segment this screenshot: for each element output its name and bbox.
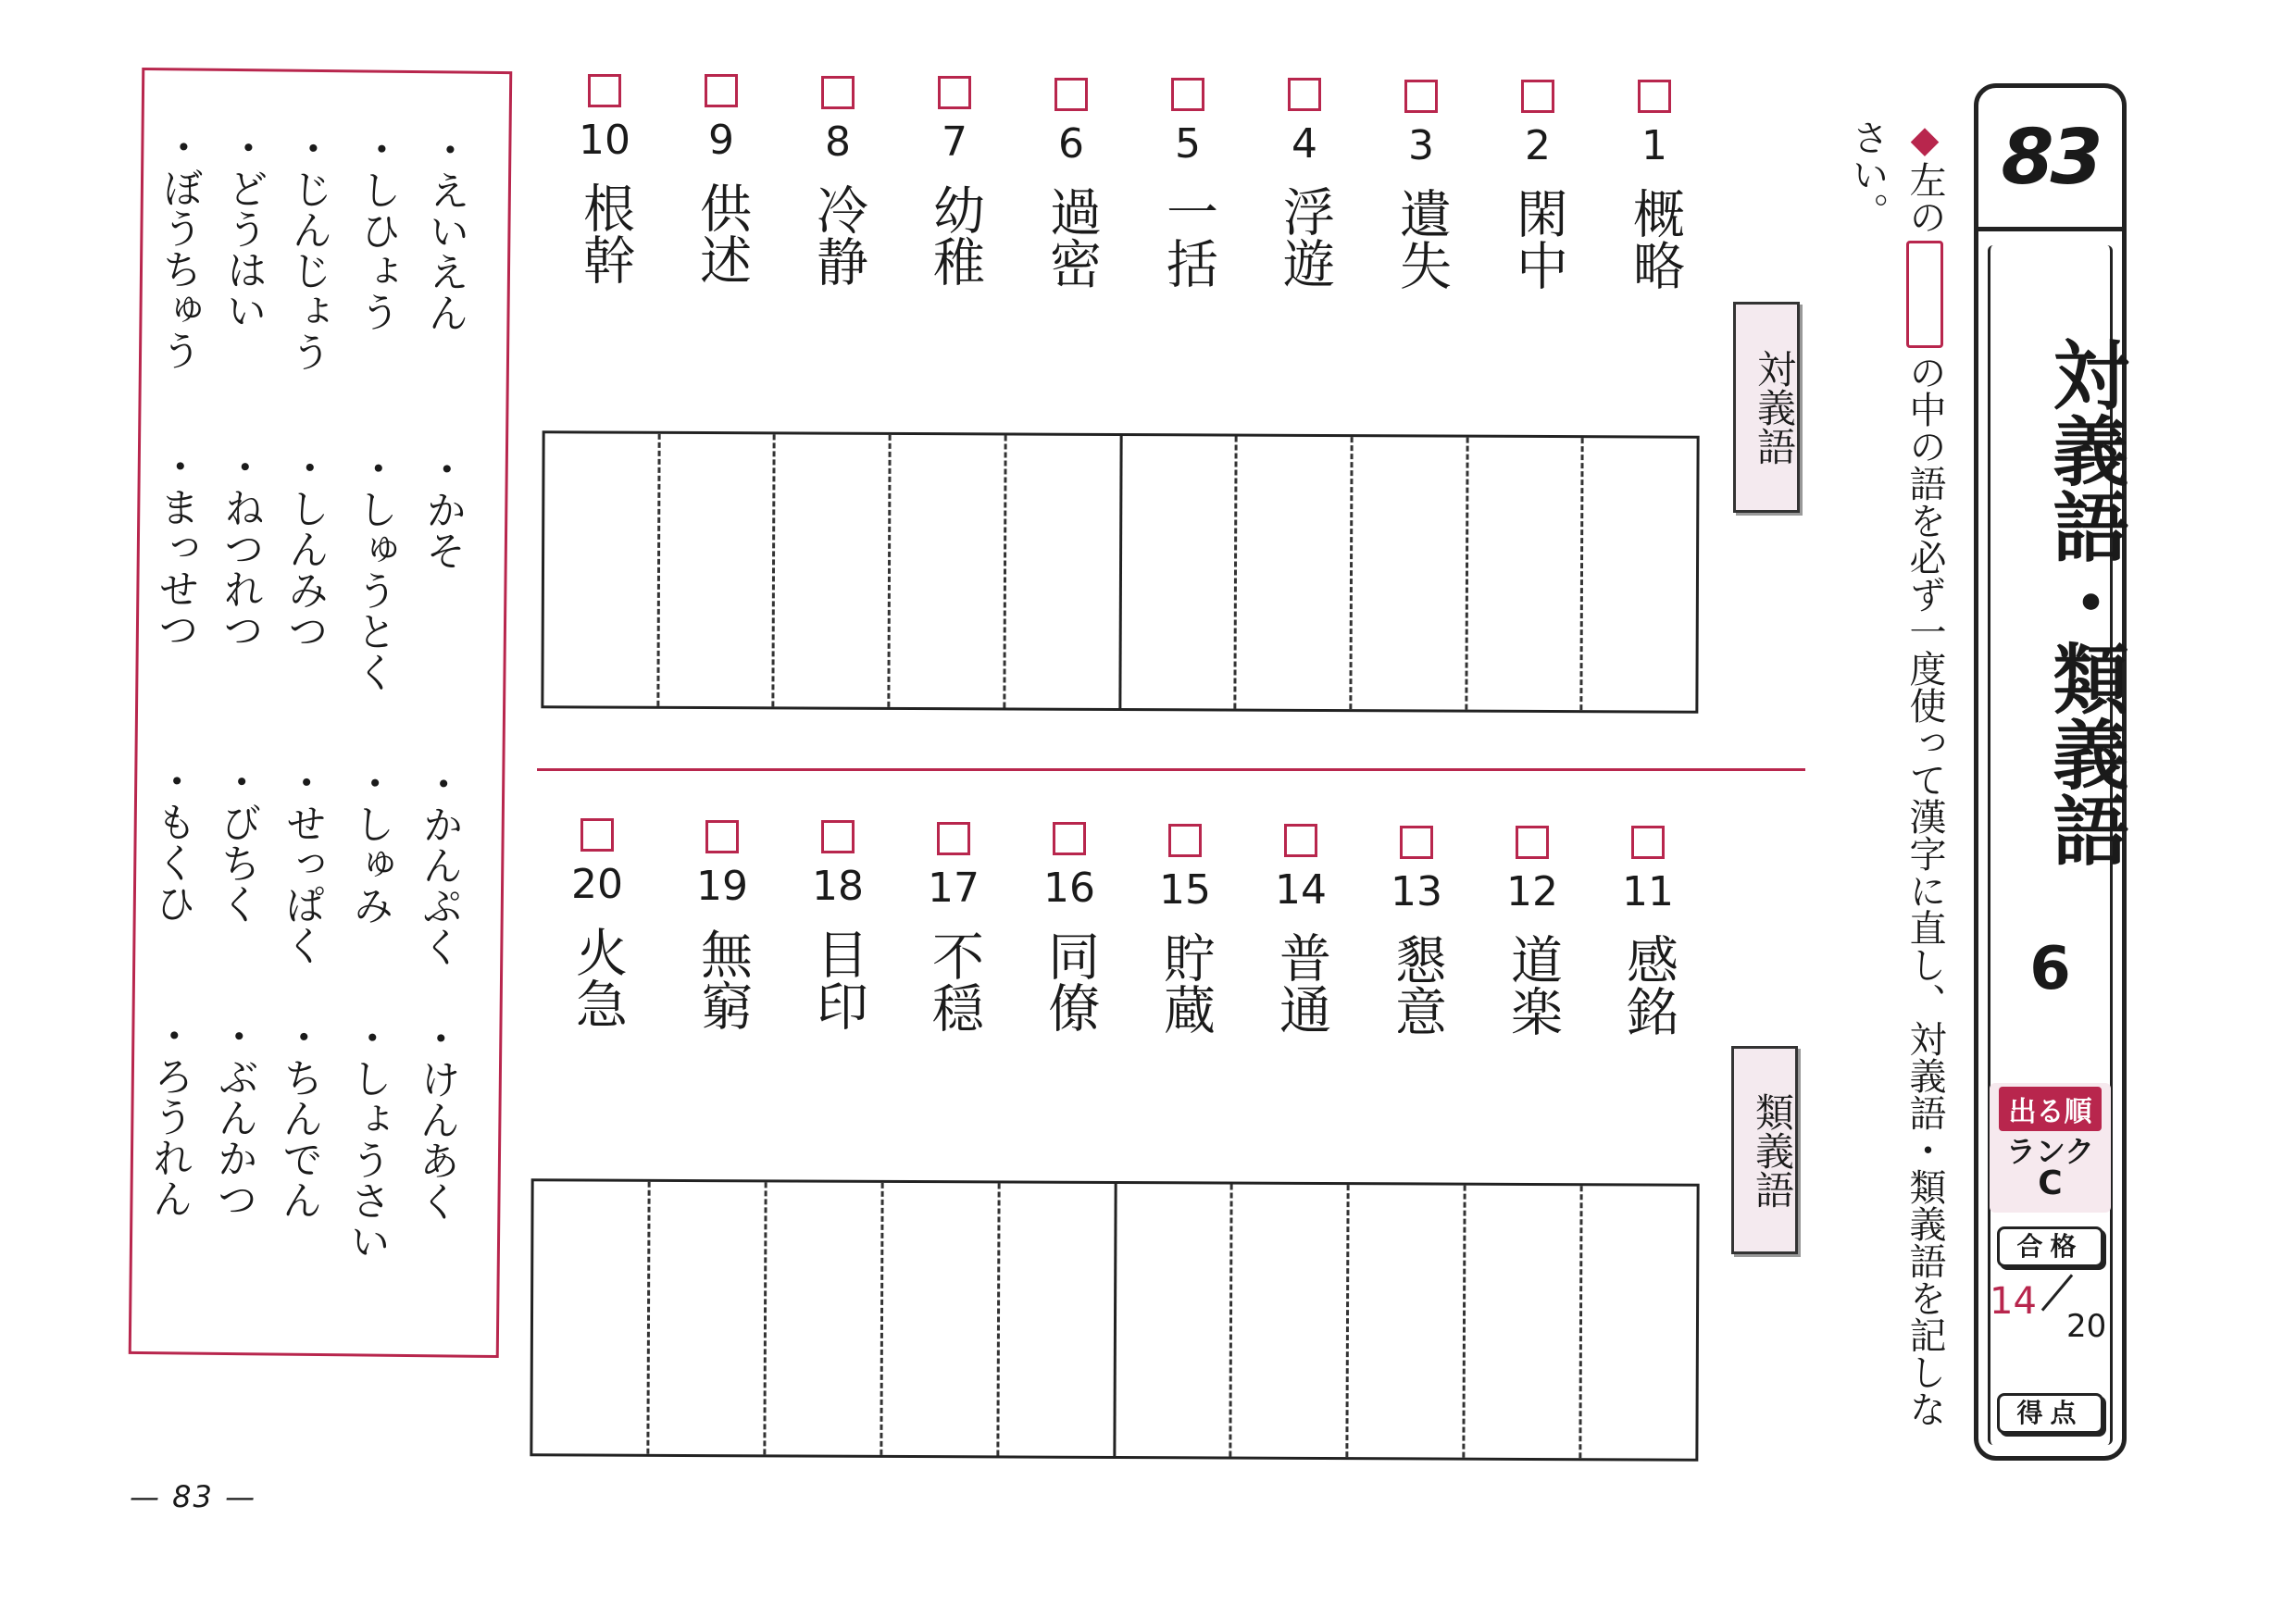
rank-grade: C [2038, 1164, 2063, 1202]
question-number: 15 [1159, 866, 1211, 914]
question-word: 無窮 [693, 927, 753, 1031]
choice-word: ・しょうさい [342, 1016, 393, 1262]
question-number: 11 [1622, 868, 1674, 915]
question-number: 10 [579, 117, 630, 164]
question-number: 12 [1506, 868, 1558, 915]
answer-cell[interactable] [1118, 436, 1235, 709]
antonym-section-label: 対義語 [1733, 302, 1800, 513]
question-checkbox[interactable] [1053, 822, 1086, 855]
question-number: 19 [696, 863, 748, 910]
choice-word: ・せっぱく [277, 761, 327, 966]
question-word: 一括 [1158, 185, 1218, 289]
choice-word: ・もくひ [147, 760, 197, 924]
question-word: 概略 [1625, 187, 1685, 291]
answer-cell[interactable] [1003, 435, 1119, 708]
question-number: 5 [1175, 120, 1201, 168]
question-item [1020, 78, 1122, 289]
question-checkbox[interactable] [588, 74, 621, 107]
question-item [1366, 826, 1467, 1037]
question-word: 幼稚 [925, 183, 985, 287]
question-word: 道楽 [1503, 933, 1563, 1037]
question-number: 13 [1391, 868, 1442, 915]
question-item [1597, 826, 1699, 1037]
rank-title: 出る順 [1999, 1087, 2102, 1131]
question-checkbox[interactable] [1284, 824, 1317, 857]
question-checkbox[interactable] [1404, 80, 1438, 113]
question-checkbox[interactable] [1054, 78, 1088, 111]
section-divider [537, 768, 1805, 771]
question-checkbox[interactable] [580, 818, 614, 852]
answer-cell[interactable] [1349, 437, 1466, 710]
question-word: 根幹 [575, 181, 635, 285]
choice-word: ・しんみつ [280, 446, 331, 652]
question-word: 過密 [1042, 185, 1102, 289]
choice-word: ・けんあく [411, 1017, 461, 1222]
question-number: 3 [1408, 122, 1434, 169]
question-item [671, 820, 773, 1031]
question-number: 17 [928, 865, 980, 912]
question-number: 7 [942, 118, 967, 166]
question-word: 冷静 [808, 183, 868, 287]
choice-word: ・どうはい [218, 126, 268, 331]
unit-subnumber: 6 [2029, 935, 2071, 1003]
answer-cell[interactable] [1463, 1186, 1580, 1459]
choice-word: ・ぼうちゅう [153, 126, 204, 371]
question-checkbox[interactable] [705, 820, 739, 853]
question-item [1018, 822, 1120, 1033]
question-number: 16 [1043, 865, 1095, 912]
question-item [1134, 824, 1236, 1035]
question-number: 8 [825, 118, 851, 166]
question-number: 18 [812, 863, 864, 910]
question-word: 遺失 [1391, 187, 1452, 291]
answer-cell[interactable] [1465, 438, 1581, 711]
antonym-answer-grid [541, 430, 1699, 713]
question-word: 火急 [568, 926, 628, 1029]
question-checkbox[interactable] [1516, 826, 1549, 859]
question-number: 6 [1058, 120, 1084, 168]
synonym-section-label: 類義語 [1731, 1046, 1798, 1254]
reading-choices-box [129, 68, 513, 1358]
rank-badge [1990, 1083, 2111, 1213]
pass-score: 14 [1990, 1280, 2037, 1323]
answer-cell[interactable] [880, 1183, 997, 1456]
question-checkbox[interactable] [1521, 80, 1554, 113]
choice-word: ・しゅうとく [348, 447, 399, 692]
rank-label: ランク [2005, 1134, 2095, 1169]
unit-header-panel [1974, 83, 2127, 1461]
answer-cell[interactable] [1113, 1184, 1230, 1457]
choice-word: ・かそ [418, 448, 467, 571]
answer-cell[interactable] [1579, 1186, 1697, 1459]
pass-label: 合格 [1997, 1226, 2103, 1267]
choice-word: ・ねつれつ [215, 445, 266, 651]
question-item [1487, 80, 1589, 291]
choice-word: ・ろうれん [144, 1014, 194, 1219]
question-number: 14 [1275, 866, 1327, 914]
choice-word: ・しひょう [352, 128, 402, 332]
question-number: 2 [1525, 122, 1551, 169]
unit-number: 83 [1978, 88, 2122, 231]
question-item [1481, 826, 1583, 1037]
choice-word: ・まっせつ [150, 445, 201, 650]
answer-cell[interactable] [532, 1181, 647, 1454]
instruction-text [1842, 118, 1953, 1442]
question-word: 浮遊 [1275, 185, 1335, 289]
question-checkbox[interactable] [938, 76, 971, 109]
instruction-before-box: 左の [1903, 161, 1946, 235]
question-word: 普通 [1271, 931, 1331, 1035]
answer-cell[interactable] [772, 434, 889, 707]
page-number: — 83 — [130, 1479, 257, 1514]
question-checkbox[interactable] [821, 76, 855, 109]
question-item [1137, 78, 1239, 289]
question-item [787, 820, 889, 1031]
answer-cell[interactable] [996, 1183, 1114, 1456]
choice-word: ・かんぷく [414, 763, 464, 967]
answer-cell[interactable] [1229, 1185, 1347, 1458]
choice-word: ・しゅみ [345, 762, 395, 926]
answer-cell[interactable] [656, 434, 773, 707]
diamond-icon: ◆ [1903, 118, 1946, 161]
question-word: 感銘 [1618, 933, 1678, 1037]
choice-word: ・ちんでん [274, 1015, 324, 1221]
question-checkbox[interactable] [937, 822, 970, 855]
choice-word: ・じんじょう [282, 127, 333, 373]
answer-cell[interactable] [646, 1182, 764, 1455]
question-number: 20 [571, 861, 623, 908]
question-checkbox[interactable] [1631, 826, 1665, 859]
answer-cell[interactable] [887, 435, 1004, 708]
instruction-after-box: の中の語を必ず一度使って漢字に直し、対義語・類義語を記しなさい。 [1846, 118, 1946, 1427]
answer-cell[interactable] [1346, 1185, 1464, 1458]
question-item [904, 76, 1005, 287]
question-word: 閑中 [1508, 187, 1568, 291]
answer-cell[interactable] [543, 433, 657, 706]
question-checkbox[interactable] [821, 820, 855, 853]
question-number: 4 [1292, 120, 1317, 168]
question-item [903, 822, 1004, 1033]
question-item [1603, 80, 1705, 291]
question-checkbox[interactable] [1400, 826, 1433, 859]
question-number: 9 [708, 117, 734, 164]
question-checkbox[interactable] [1171, 78, 1204, 111]
question-word: 懇意 [1387, 933, 1447, 1037]
question-checkbox[interactable] [1288, 78, 1321, 111]
unit-title: 対義語・類義語 [2040, 336, 2128, 867]
choice-word: ・えいえん [420, 129, 470, 333]
question-word: 目印 [808, 927, 868, 1031]
question-item [1370, 80, 1472, 291]
answer-cell[interactable] [763, 1182, 880, 1455]
synonym-answer-grid [530, 1178, 1699, 1462]
question-word: 貯蔵 [1155, 931, 1216, 1035]
choice-word: ・びちく [212, 760, 262, 925]
question-item [1250, 824, 1352, 1035]
question-checkbox[interactable] [705, 74, 738, 107]
answer-cell[interactable] [1580, 438, 1697, 711]
question-checkbox[interactable] [1168, 824, 1202, 857]
question-item [787, 76, 889, 287]
question-word: 供述 [692, 181, 752, 285]
score-label: 得点 [1997, 1393, 2103, 1434]
choice-box-icon [1906, 241, 1943, 348]
question-checkbox[interactable] [1638, 80, 1671, 113]
choice-word: ・ぶんかつ [209, 1014, 259, 1220]
pass-total: 20 [2066, 1308, 2107, 1345]
question-item [546, 818, 648, 1029]
question-word: 同僚 [1040, 929, 1100, 1033]
question-item [670, 74, 772, 285]
question-item [554, 74, 655, 285]
question-item [1254, 78, 1355, 289]
question-number: 1 [1641, 122, 1667, 169]
answer-cell[interactable] [1234, 437, 1351, 710]
question-word: 不穏 [924, 929, 984, 1033]
